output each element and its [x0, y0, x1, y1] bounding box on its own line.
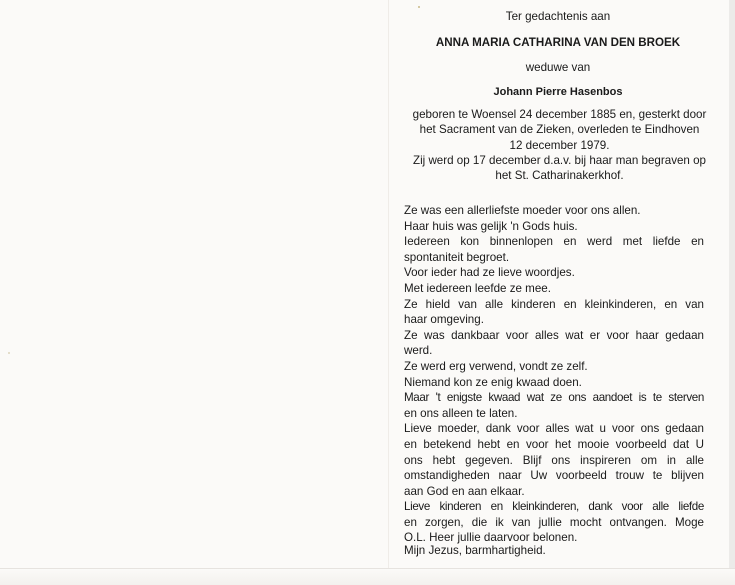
deceased-name: ANNA MARIA CATHARINA VAN DEN BROEK: [435, 36, 681, 49]
relation-text: weduwe van: [525, 61, 591, 74]
memorial-line: O.L. Heer jullie daarvoor belonen.: [404, 531, 578, 545]
memorial-line: Ze hield van alle kinderen en kleinkinderen, en van: [404, 297, 704, 311]
card-edge: [729, 0, 735, 584]
memorial-line: en ons alleen te laten.: [404, 406, 518, 420]
intro-text: Ter gedachtenis aan: [505, 10, 611, 23]
spouse-name: Johann Pierre Hasenbos: [493, 86, 623, 98]
bio-line: geboren te Woensel 24 december 1885 en, gesterkt door: [412, 108, 707, 121]
memorial-line: Met iedereen leefde ze mee.: [404, 281, 551, 295]
memorial-line: omstandigheden naar Uw voorbeeld trouw te blijven: [404, 469, 704, 483]
closing-prayer: Mijn Jezus, barmhartigheid.: [404, 544, 546, 557]
card-bottom-edge: [0, 568, 735, 585]
memorial-line: werd.: [404, 344, 433, 358]
bio-line: het Sacrament van de Zieken, overleden te Eindhoven: [419, 123, 700, 137]
memorial-line: ons hebt gegeven. Blijf ons inspireren om in alle: [404, 453, 704, 467]
memorial-line: en betekend hebt en voor het mooie voorbeeld dat U: [404, 437, 704, 451]
memorial-line: en zorgen, die ik van jullie mocht ontvangen. Moge: [404, 515, 704, 529]
memorial-line: Ze was dankbaar voor alles wat er voor haar gedaan: [404, 328, 704, 342]
memorial-line: Haar huis was gelijk 'n Gods huis.: [404, 219, 578, 233]
memorial-line: Ze was een allerliefste moeder voor ons allen.: [404, 204, 641, 217]
paper-speck: [8, 352, 10, 354]
memorial-line: Iedereen kon binnenlopen en werd met liefde en: [404, 235, 704, 249]
memorial-line: Lieve moeder, dank voor alles wat u voor ons gedaan: [404, 422, 704, 436]
biography: [402, 107, 717, 183]
memorial-line: Voor ieder had ze lieve woordjes.: [404, 266, 575, 280]
memorial-text: [404, 203, 704, 546]
memorial-line: aan God en aan elkaar.: [404, 484, 525, 498]
bio-line: Zij werd op 17 december d.a.v. bij haar man begraven op: [412, 153, 706, 167]
memorial-line: Lieve kinderen en kleinkinderen, dank voor alle liefde: [404, 500, 704, 514]
memorial-line: haar omgeving.: [404, 313, 484, 327]
card-fold-line: [388, 0, 389, 584]
memorial-line: spontaniteit begroet.: [404, 250, 510, 264]
memorial-line: Maar 't enigste kwaad wat ze ons aandoet is te sterven: [404, 391, 704, 405]
memorial-line: Ze werd erg verwend, vondt ze zelf.: [404, 359, 588, 373]
memorial-line: Niemand kon ze enig kwaad doen.: [404, 375, 582, 389]
paper-speck: [418, 6, 420, 8]
bio-line: 12 december 1979.: [509, 138, 610, 152]
bio-line: het St. Catharinakerkhof.: [495, 169, 624, 183]
